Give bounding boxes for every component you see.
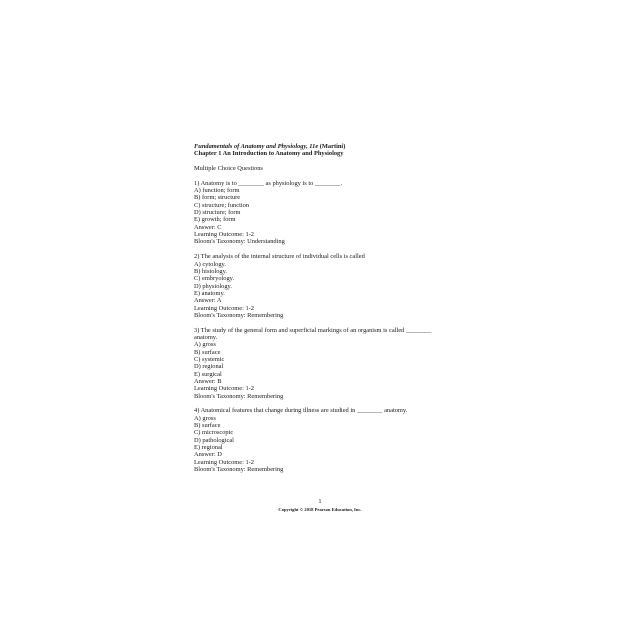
answer-option: B) histology. [194,267,227,275]
blooms-taxonomy: Bloom's Taxonomy: Remembering [194,466,284,474]
book-title-line [194,143,454,150]
answer-option: A) gross [194,341,216,349]
answer-option: D) structure; form [194,209,241,217]
answer-option: A) function; form [194,187,240,195]
page-content [194,143,454,473]
answer-option: D) physiology. [194,282,232,290]
answer-option: E) anatomy. [194,289,225,297]
answer-key: Answer: D [194,451,222,459]
question-block [194,407,454,473]
question-stem: 3) The study of the general form and superficial markings of an organism is called ________ anatomy. [194,326,432,341]
learning-outcome: Learning Outcome: 1-2 [194,304,254,312]
learning-outcome: Learning Outcome: 1-2 [194,458,254,466]
blooms-taxonomy: Bloom's Taxonomy: Remembering [194,392,284,400]
question-stem: 4) Anatomical features that change during illness are studied in ________ anatomy. [194,407,408,415]
book-author: (Martini) [319,143,346,150]
answer-option: C) microscopic [194,429,234,437]
blooms-taxonomy: Bloom's Taxonomy: Understanding [194,238,285,246]
answer-option: B) surface [194,348,221,356]
answer-key: Answer: A [194,297,222,305]
answer-option: E) growth; form [194,216,236,224]
answer-option: C) embryology. [194,275,235,283]
question-stem: 1) Anatomy is to ________ as physiology is to ________. [194,179,343,187]
copyright-notice: Copyright © 2018 Pearson Education, Inc. [278,507,362,512]
answer-option: B) surface [194,422,221,430]
question-stem: 2) The analysis of the internal structure of individual cells is called [194,253,365,261]
answer-option: A) gross [194,414,216,422]
question-block [194,327,454,400]
answer-key: Answer: B [194,378,222,385]
answer-option: E) surgical [194,370,222,378]
answer-option: C) structure; function [194,201,250,209]
answer-option: A) cytology. [194,260,226,268]
chapter-title: Chapter 1 An Introduction to Anatomy and Physiology [194,150,344,158]
question-block [194,253,454,319]
book-title: Fundamentals of Anatomy and Physiology, 11e [194,143,319,150]
answer-key: Answer: C [194,223,222,231]
answer-option: D) pathological [194,436,234,444]
page-number: 1 [318,498,322,505]
learning-outcome: Learning Outcome: 1-2 [194,385,254,393]
learning-outcome: Learning Outcome: 1-2 [194,231,254,239]
answer-option: B) form; structure [194,194,241,202]
answer-option: D) regional [194,363,224,371]
answer-option: E) regional [194,444,223,452]
question-block [194,180,454,246]
answer-option: C) systemic [194,355,225,363]
blooms-taxonomy: Bloom's Taxonomy: Remembering [194,311,284,319]
section-heading: Multiple Choice Questions [194,165,263,173]
